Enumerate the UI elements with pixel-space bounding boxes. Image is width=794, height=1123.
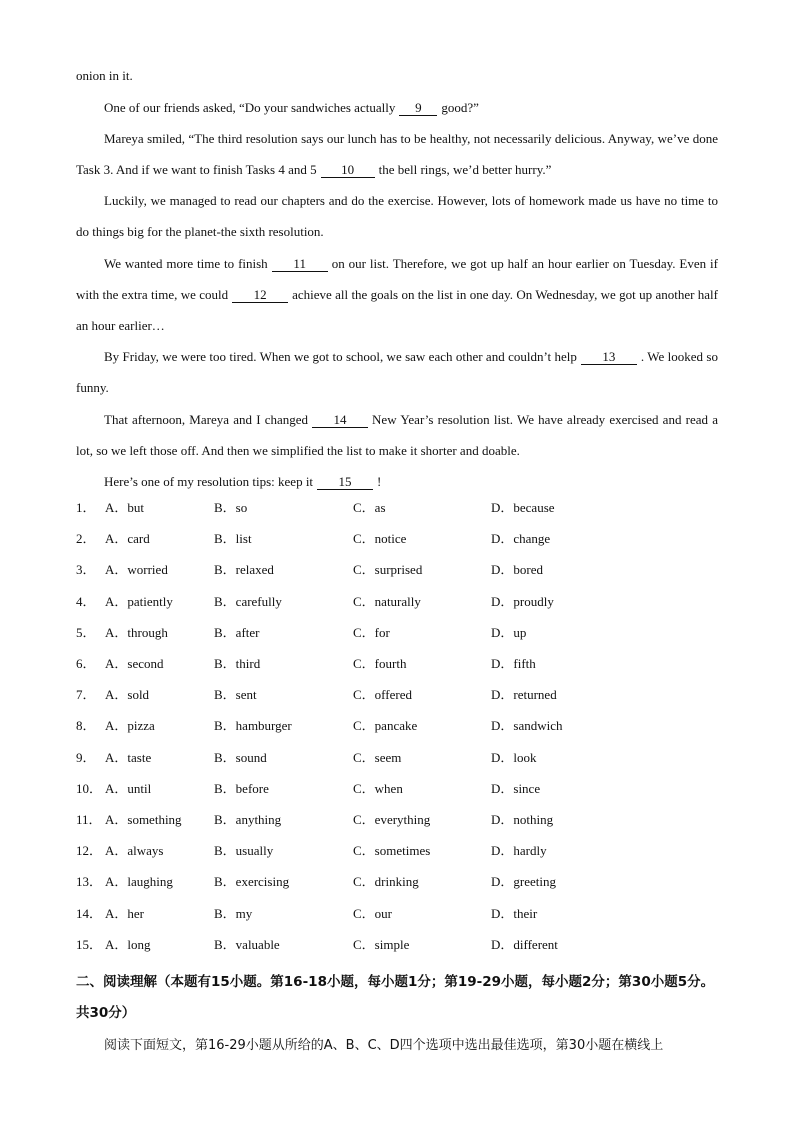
passage-text: good?”: [441, 100, 479, 115]
passage-text: Here’s one of my resolution tips: keep it: [104, 474, 314, 489]
option-a[interactable]: A．pizza: [105, 718, 155, 734]
option-b[interactable]: B．before: [214, 780, 269, 796]
option-a[interactable]: A．something: [105, 812, 182, 827]
question-number: 2．: [76, 531, 96, 547]
option-d[interactable]: D．hardly: [491, 843, 547, 859]
blank-14: 14: [312, 413, 368, 428]
section-instruction: 阅读下面短文，第16-29小题从所给的A、B、C、D四个选项中选出最佳选项，第30小题在横线上: [104, 1038, 664, 1053]
option-d[interactable]: D．up: [491, 624, 527, 640]
question-number: 1．: [76, 500, 96, 515]
question-row: [76, 653, 718, 684]
option-a[interactable]: A．through: [105, 624, 168, 640]
option-b[interactable]: B．valuable: [214, 936, 280, 952]
option-c[interactable]: C．sometimes: [353, 843, 431, 859]
question-row: [76, 559, 718, 590]
blank-9: 9: [399, 101, 437, 116]
option-c[interactable]: C．drinking: [353, 874, 419, 890]
option-c[interactable]: C．everything: [353, 812, 431, 827]
question-row: [76, 934, 718, 965]
option-b[interactable]: B．carefully: [214, 593, 282, 609]
option-c[interactable]: C．naturally: [353, 593, 421, 609]
blank-10: 10: [321, 163, 375, 178]
option-b[interactable]: B．relaxed: [214, 562, 274, 578]
question-row: [76, 591, 718, 622]
question-number: 12．: [76, 843, 103, 859]
question-row: [76, 778, 718, 809]
option-b[interactable]: B．list: [214, 531, 252, 547]
question-number: 4．: [76, 593, 96, 609]
option-b[interactable]: B．anything: [214, 812, 282, 827]
passage-paragraph: [76, 248, 718, 342]
question-row: [76, 903, 718, 934]
option-a[interactable]: A．patiently: [105, 593, 173, 609]
question-number: 7．: [76, 687, 96, 703]
option-d[interactable]: D．because: [491, 500, 555, 515]
option-a[interactable]: A．taste: [105, 749, 152, 765]
blank-11: 11: [272, 257, 328, 272]
option-a[interactable]: A．second: [105, 656, 164, 671]
question-number: 5．: [76, 624, 96, 640]
option-b[interactable]: B．sent: [214, 687, 257, 703]
option-d[interactable]: D．fifth: [491, 656, 536, 671]
passage-text: . We looked so funny.: [76, 349, 718, 396]
passage-line: [76, 60, 718, 91]
passage-text: Luckily, we managed to read our chapters and do the exercise. However, lots of homework made us have no time to do things big for the planet-the sixth resolution.: [76, 193, 718, 240]
passage-text: on our list. Therefore, we got up half an hour earlier on Tuesday. Even if with the extra time, we could: [76, 256, 718, 303]
passage-text: New Year’s resolution list. We have already exercised and read a lot, so we left those off. And then we simplified the list to make it shorter and doable.: [76, 412, 718, 459]
question-number: 10．: [76, 780, 103, 796]
blank-13: 13: [581, 350, 637, 365]
question-number: 14．: [76, 905, 103, 921]
question-number: 6．: [76, 656, 96, 671]
passage-text: !: [377, 474, 382, 489]
question-number: 9．: [76, 749, 96, 765]
passage-text: the bell rings, we’d better hurry.”: [378, 162, 552, 178]
option-b[interactable]: B．exercising: [214, 874, 290, 890]
question-row: [76, 840, 718, 871]
passage-text: We wanted more time to finish: [104, 256, 268, 271]
option-c[interactable]: C．pancake: [353, 718, 418, 734]
passage-paragraph: [76, 341, 718, 403]
option-d[interactable]: D．sandwich: [491, 718, 563, 734]
passage-paragraph: [76, 92, 718, 123]
option-c[interactable]: C．fourth: [353, 656, 407, 671]
option-b[interactable]: B．usually: [214, 843, 274, 859]
passage-paragraph: [76, 123, 718, 185]
question-number: 8．: [76, 718, 96, 734]
option-d[interactable]: D．their: [491, 905, 538, 921]
option-d[interactable]: D．look: [491, 749, 537, 765]
option-a[interactable]: A．until: [105, 780, 152, 796]
passage-paragraph: [76, 466, 718, 497]
passage-text: onion in it.: [76, 68, 133, 83]
question-number: 13．: [76, 874, 103, 890]
option-d[interactable]: D．proudly: [491, 593, 554, 609]
question-number: 3．: [76, 562, 96, 578]
option-a[interactable]: A．card: [105, 531, 150, 547]
option-b[interactable]: B．so: [214, 500, 248, 515]
question-row: [76, 528, 718, 559]
option-a[interactable]: A．laughing: [105, 874, 173, 890]
question-number: 11．: [76, 812, 102, 827]
option-d[interactable]: D．returned: [491, 687, 557, 703]
option-d[interactable]: D．different: [491, 936, 558, 952]
option-b[interactable]: B．sound: [214, 749, 267, 765]
blank-12: 12: [232, 288, 288, 303]
section-heading: 二、阅读理解（本题有15小题。第16-18小题，每小题1分；第19-29小题，每小题2分；第30小题5分。共30分）: [76, 974, 715, 1021]
option-b[interactable]: B．my: [214, 905, 253, 921]
option-d[interactable]: D．greeting: [491, 874, 556, 890]
blank-15: 15: [317, 475, 373, 490]
option-c[interactable]: C．seem: [353, 749, 402, 765]
passage-text: That afternoon, Mareya and I changed: [104, 412, 309, 427]
passage-text: Mareya smiled, “The third resolution says our lunch has to be healthy, not necessarily delicious. Anyway, we’ve done Task 3. And if we want to finish Tasks 4 and 5: [76, 131, 718, 178]
option-c[interactable]: C．simple: [353, 936, 410, 952]
option-c[interactable]: C．as: [353, 500, 386, 515]
option-a[interactable]: A．worried: [105, 562, 168, 578]
option-a[interactable]: A．her: [105, 905, 144, 921]
option-d[interactable]: D．change: [491, 531, 551, 547]
question-row: [76, 747, 718, 778]
option-b[interactable]: B．after: [214, 624, 260, 640]
question-row: [76, 497, 718, 528]
passage-text: One of our friends asked, “Do your sandwiches actually: [104, 100, 396, 115]
option-a[interactable]: A．always: [105, 843, 164, 859]
question-number: 15．: [76, 936, 103, 952]
question-row: [76, 871, 718, 902]
question-row: [76, 684, 718, 715]
option-b[interactable]: B．third: [214, 656, 261, 671]
question-row: [76, 715, 718, 746]
option-d[interactable]: D．bored: [491, 562, 543, 578]
option-a[interactable]: A．but: [105, 500, 145, 515]
passage-paragraph: [76, 185, 718, 247]
question-row: [76, 622, 718, 653]
option-c[interactable]: C．notice: [353, 531, 407, 547]
option-c[interactable]: C．surprised: [353, 562, 423, 578]
option-c[interactable]: C．offered: [353, 687, 412, 703]
option-c[interactable]: C．our: [353, 905, 393, 921]
passage-paragraph: [76, 404, 718, 466]
question-row: [76, 809, 718, 840]
option-c[interactable]: C．for: [353, 624, 390, 640]
option-c[interactable]: C．when: [353, 780, 403, 796]
option-a[interactable]: A．sold: [105, 687, 150, 703]
passage-text: By Friday, we were too tired. When we got to school, we saw each other and couldn’t help: [104, 349, 577, 364]
option-b[interactable]: B．hamburger: [214, 718, 292, 734]
option-d[interactable]: D．since: [491, 780, 541, 796]
option-d[interactable]: D．nothing: [491, 812, 554, 827]
option-a[interactable]: A．long: [105, 936, 151, 952]
passage-text: achieve all the goals on the list in one day. On Wednesday, we got up another half an hour earlier…: [76, 287, 718, 334]
